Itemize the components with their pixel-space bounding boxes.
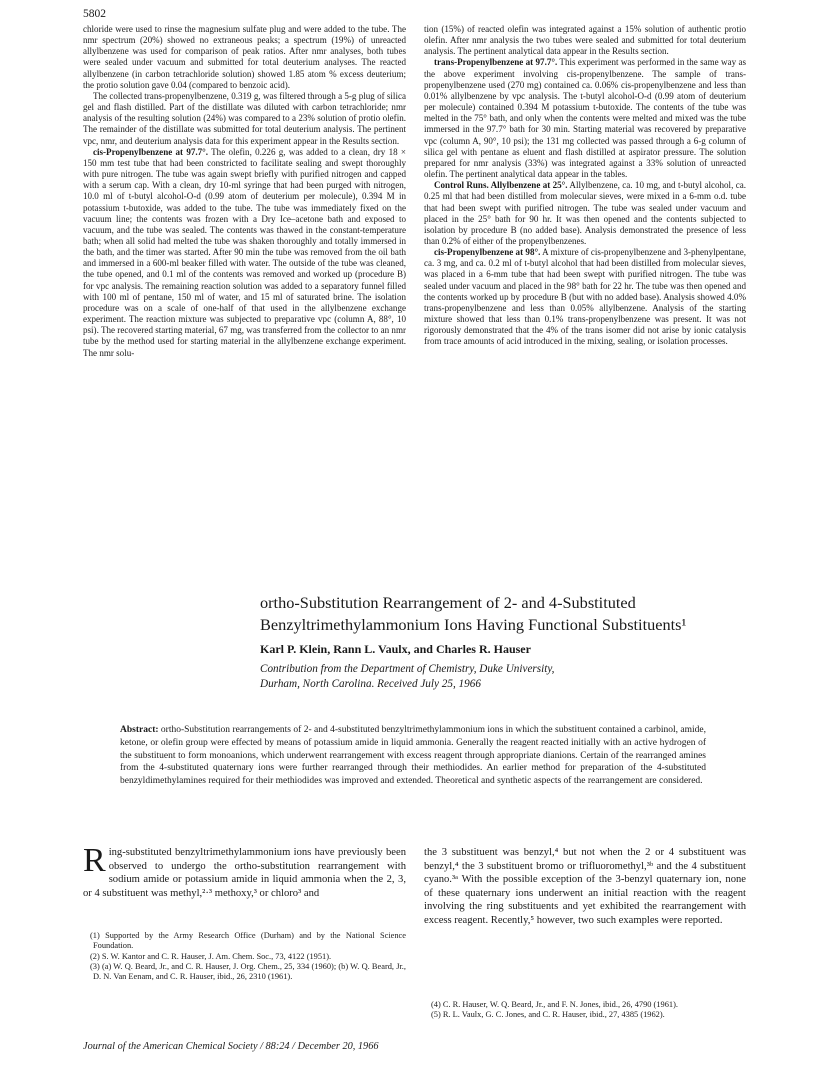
article-authors: Karl P. Klein, Rann L. Vaulx, and Charles R. Hauser [260,642,531,656]
footnote: (1) Supported by the Army Research Office (Durham) and by the National Science Foundation. [90,931,406,951]
left-column [83,24,406,359]
journal-footer: Journal of the American Chemical Society / 88:24 / December 20, 1966 [83,1041,379,1052]
paragraph: The collected trans-propenylbenzene, 0.319 g, was filtered through a 5-g plug of silica gel and flash distilled. Part of the distillate was diluted with carbon tetrachloride; nmr analysis of the resulting solution (24%) was compared to a 23% solution of protio olefin. The remainder of the distillate was submitted for total deuterium analysis. The pertinent vpc, nmr, and deuterium analysis data for this experiment appear in the Results section. [83,90,406,146]
paragraph: cis-Propenylbenzene at 97.7°. The olefin, 0.226 g, was added to a clean, dry 18 × 150 mm test tube that had been constricted to facilitate sealing and swept thoroughly with pure nitrogen. The tube was again swept briefly with purified nitrogen and capped with a serum cap. With a clean, dry 10-ml syringe that had been purged with nitrogen, 10.0 ml of t-butyl alcohol-O-d (0.99 atom of deuterium per molecule), 0.394 M in potassium t-butoxide, was added to the tube. The tube was immediately fixed on the vacuum line; the contents was frozen with a Dry Ice–acetone bath and exposed to vacuum, and the tube was sealed. The contents was thawed in the constant-temperature bath; when all solid had melted the tube was shaken thoroughly and totally immersed in the bath, and the timer was started. After 90 min the tube was removed from the oil bath and immersed in a 600-ml beaker filled with water. The outside of the tube was cleaned, the tube opened, and 0.1 ml of the contents was removed and worked up (procedure B) for vpc analysis. The remaining reaction solution was added to a separatory funnel filled with 100 ml of pentane, 150 ml of water, and 15 ml of saturated brine. The isolation procedure was on a scale of one-half of that used in the allylbenzene exchange experiment. The reaction mixture was subjected to preparative vpc (column A, 88°, 10 psi). The recovered starting material, 67 mg, was transferred from the collector to an nmr tube by the method used for starting material in the allylbenzene exchange experiment. The nmr solu- [83,146,406,358]
paragraph: cis-Propenylbenzene at 98°. A mixture of cis-propenylbenzene and 3-phenylpentane, ca. 3 mg, and ca. 0.2 ml of t-butyl alcohol that had been distilled from molecular sieves, was placed in a 6-mm tube that had been swept with purified nitrogen. The tube was sealed under vacuum and placed in the 98° bath for 22 hr. The tube was then opened and the contents worked up by procedure B (but with no added base). Analysis showed 4.0% trans-propenylbenzene and less than 0.05% allylbenzene. Analysis of the starting mixture showed that less than 0.1% trans-propenylbenzene was present. It was not rigorously demonstrated that the 4% of the trans isomer did not arise by ionic catalysis from trace amounts of acid introduced in the mixing, sealing, or isolation processes. [424,247,746,347]
abstract [120,724,706,788]
paragraph-heading: cis-Propenylbenzene at 97.7°. [93,146,209,157]
right-column [424,24,746,348]
paragraph-heading: Control Runs. Allylbenzene at 25°. [434,180,568,191]
drop-cap: R [83,842,106,879]
footnote: (4) C. R. Hauser, W. Q. Beard, Jr., and F. N. Jones, ibid., 26, 4790 (1961). [431,1000,678,1009]
body-right-column [424,846,746,927]
body-text: the 3 substituent was benzyl,⁴ but not when the 2 or 4 substituent was benzyl,⁴ the 3 substituent bromo or trifluoromethyl,³ᵇ and the 4 substituent cyano.³ᵃ With the possible exception of the 3-benzyl quaternary ion, none of these quaternary ions underwent an initial reaction with the reagent involving the ring substituents and yet exhibited the rearrangement with excess reagent. Recently,⁵ however, two such examples were reported. [424,847,746,926]
page-number: 5802 [83,8,106,20]
footnote: (3) (a) W. Q. Beard, Jr., and C. R. Hauser, J. Org. Chem., 25, 334 (1960); (b) W. Q. Beard, Jr., D. N. Van Eenam, and C. R. Hauser, ibid., 26, 2310 (1961). [90,961,406,982]
footnote: (2) S. W. Kantor and C. R. Hauser, J. Am. Chem. Soc., 73, 4122 (1951). [90,951,332,961]
paragraph-heading: cis-Propenylbenzene at 98°. [434,247,541,258]
paragraph: trans-Propenylbenzene at 97.7°. This experiment was performed in the same way as the above experiment involving cis-propenylbenzene. The sample of trans-propenylbenzene used (270 mg) contained ca. 0.06% cis-propenylbenzene and less than 0.01% allylbenzene by vpc analysis. The t-butyl alcohol-O-d (0.99 atom of deuterium per molecule) contained 0.394 M potassium t-butoxide. The contents of the tube was melted in the 75° bath, and only when the contents were melted and mixed was the tube immersed in the 97.7° bath for 30 min. Starting material was recovered by preparative vpc (column A, 90°, 10 psi); the 131 mg collected was passed through a 6-g column of silica gel with pentane as eluent and flash distilled at aspirator pressure. The solution prepared for nmr analysis (33%) was integrated against a 33% solution of unreacted olefin. The pertinent analytical data appear in the tables. [424,57,746,180]
body-text: ing-substituted benzyltrimethylammonium ions have previously been observed to undergo the ortho-substitution rearrangement with sodium amide or potassium amide in liquid ammonia when the 2, 3, or 4 substituent was methyl,²·³ methoxy,³ or chloro³ and [83,847,406,899]
body-left-column [83,842,406,900]
paragraph-heading: trans-Propenylbenzene at 97.7°. [434,57,558,68]
footnotes-right [424,1000,746,1021]
article-affiliation: Contribution from the Department of Chemistry, Duke University, Durham, North Carolina. Received July 25, 1966 [260,663,555,690]
footnote: (5) R. L. Vaulx, G. C. Jones, and C. R. Hauser, ibid., 27, 4385 (1962). [431,1010,665,1020]
paragraph: Control Runs. Allylbenzene at 25°. Allylbenzene, ca. 10 mg, and t-butyl alcohol, ca. 0.25 ml that had been distilled from molecular sieves, were mixed in a 6-mm o.d. tube that had been swept with purified nitrogen. The tube was sealed under vacuum and placed in the 25° bath for 90 hr. It was then opened and the contents subjected to isolation by procedure B (no added base). Analysis demonstrated the presence of less than 0.2% of either of the propenylbenzenes. [424,180,746,246]
abstract-label: Abstract: [120,725,159,735]
abstract-text: ortho-Substitution rearrangements of 2- and 4-substituted benzyltrimethylammonium ions in which the substituent contained a carbinol, amide, ketone, or olefin group were effected by means of potassium amide in liquid ammonia. Generally the reagent reacted initially with an active hydrogen of the substituent to form monoanions, which underwent rearrangement with excess reagent through appropriate dianions. Certain of the rearranged amines from the 4-substituted quaternary ions were further rearranged through their methiodides. An earlier method for preparation of the 4-substituted benzyldimethylamines required for their methiodides was improved and extended. Theoretical and synthetic aspects of the rearrangement are considered. [120,725,706,787]
paragraph: tion (15%) of reacted olefin was integrated against a 15% solution of authentic protio olefin. After nmr analysis the two tubes were sealed and submitted for total deuterium analysis. The pertinent analytical data appear in the Results section. [424,24,746,57]
article-title: ortho-Substitution Rearrangement of 2- and 4-Substituted Benzyltrimethylammonium Ions Having Functional Substituents¹ [260,593,687,634]
paragraph: chloride were used to rinse the magnesium sulfate plug and were added to the tube. The nmr spectrum (20%) showed no extraneous peaks; a spectrum (19%) of unreacted allylbenzene was used for comparison of peak ratios. After nmr analyses, both tubes were sealed under vacuum and submitted for total deuterium analyses. The reacted allylbenzene (in carbon tetrachloride solution) showed 1.85 atom % excess deuterium; the protio solution gave 0.04 (compared to benzoic acid). [83,24,406,90]
footnotes-left [83,931,406,982]
